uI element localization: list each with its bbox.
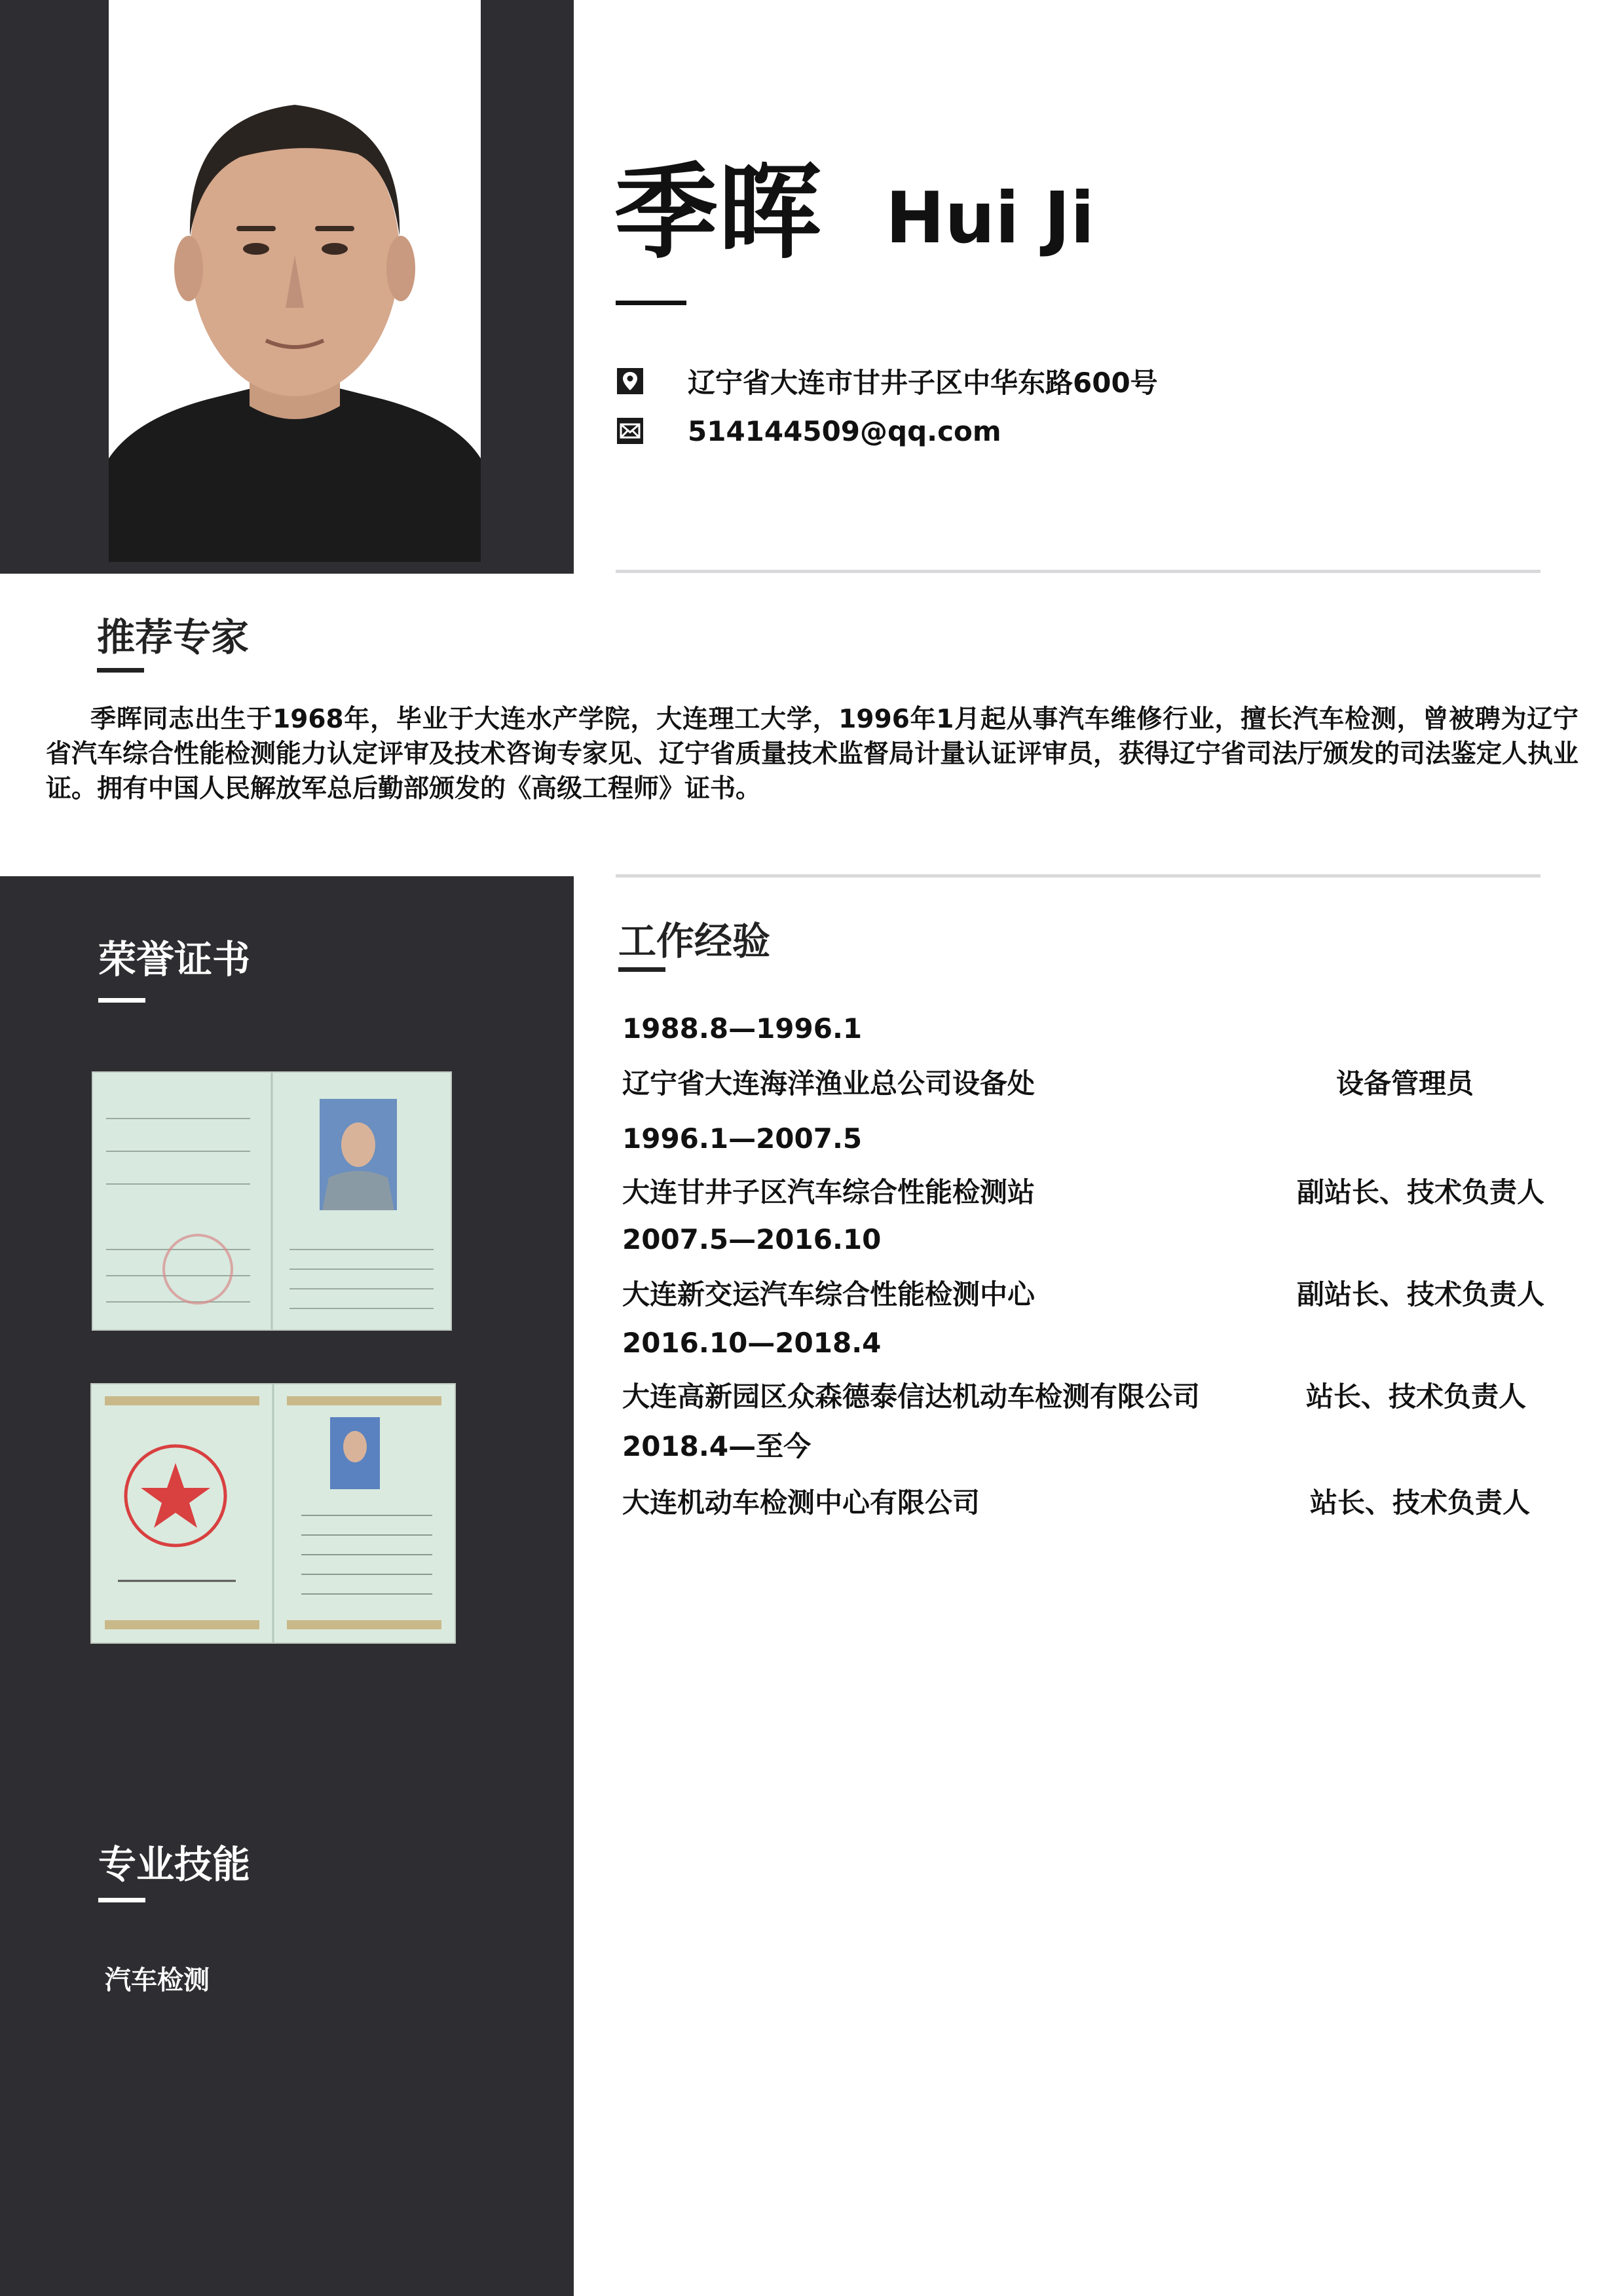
profile-photo [109, 0, 481, 562]
job-company: 辽宁省大连海洋渔业总公司设备处 [622, 1067, 1035, 1100]
name-english: Hui Ji [886, 177, 1095, 259]
job-role: 站长、技术负责人 [1310, 1487, 1531, 1519]
job-role: 站长、技术负责人 [1306, 1380, 1527, 1413]
summary-paragraph: 季晖同志出生于1968年，毕业于大连水产学院，大连理工大学，1996年1月起从事汽车维修行业，擅长汽车检测，曾被聘为辽宁省汽车综合性能检测能力认定评审及技术咨询专家见、辽宁省质量技术监督局计量认证评审员，获得辽宁省司法厅颁发的司法鉴定人执业证。拥有中国人民解放军总后勤部颁发的《高级工程师》证书。 [46, 705, 1579, 804]
certificate-image-2 [90, 1383, 456, 1644]
section-title-work: 工作经验 [618, 919, 771, 963]
email-row [616, 411, 1001, 451]
job-period: 2018.4—至今 [622, 1430, 811, 1462]
divider-middle [616, 874, 1540, 878]
address-text: 辽宁省大连市甘井子区中华东路600号 [688, 367, 1158, 399]
name-underline [616, 301, 686, 305]
section-title-recommend: 推荐专家 [97, 615, 250, 659]
job-company: 大连高新园区众森德泰信达机动车检测有限公司 [622, 1380, 1201, 1413]
job-period: 2016.10—2018.4 [622, 1327, 882, 1359]
divider-top [616, 570, 1540, 573]
job-period: 1996.1—2007.5 [622, 1122, 863, 1155]
section-underline-work [618, 967, 665, 972]
job-role: 副站长、技术负责人 [1297, 1278, 1545, 1310]
job-company: 大连甘井子区汽车综合性能检测站 [622, 1176, 1035, 1208]
section-underline-honors [98, 998, 145, 1003]
address-row [616, 361, 1158, 401]
map-pin-icon [616, 367, 644, 396]
name-chinese: 季晖 [614, 153, 821, 273]
job-role: 设备管理员 [1336, 1067, 1474, 1100]
job-period: 2007.5—2016.10 [622, 1223, 882, 1255]
skill-item: 汽车检测 [105, 1965, 210, 1995]
section-underline-recommend [97, 668, 144, 673]
job-role: 副站长、技术负责人 [1297, 1176, 1545, 1208]
email-text[interactable]: 514144509@qq.com [688, 415, 1001, 447]
section-title-honors: 荣誉证书 [98, 937, 251, 982]
certificate-image-1 [92, 1071, 452, 1331]
job-company: 大连新交运汽车综合性能检测中心 [622, 1278, 1035, 1310]
job-period: 1988.8—1996.1 [622, 1012, 863, 1045]
section-title-skills: 专业技能 [98, 1842, 251, 1887]
job-company: 大连机动车检测中心有限公司 [622, 1487, 980, 1519]
envelope-icon [616, 417, 644, 445]
section-underline-skills [98, 1898, 145, 1902]
